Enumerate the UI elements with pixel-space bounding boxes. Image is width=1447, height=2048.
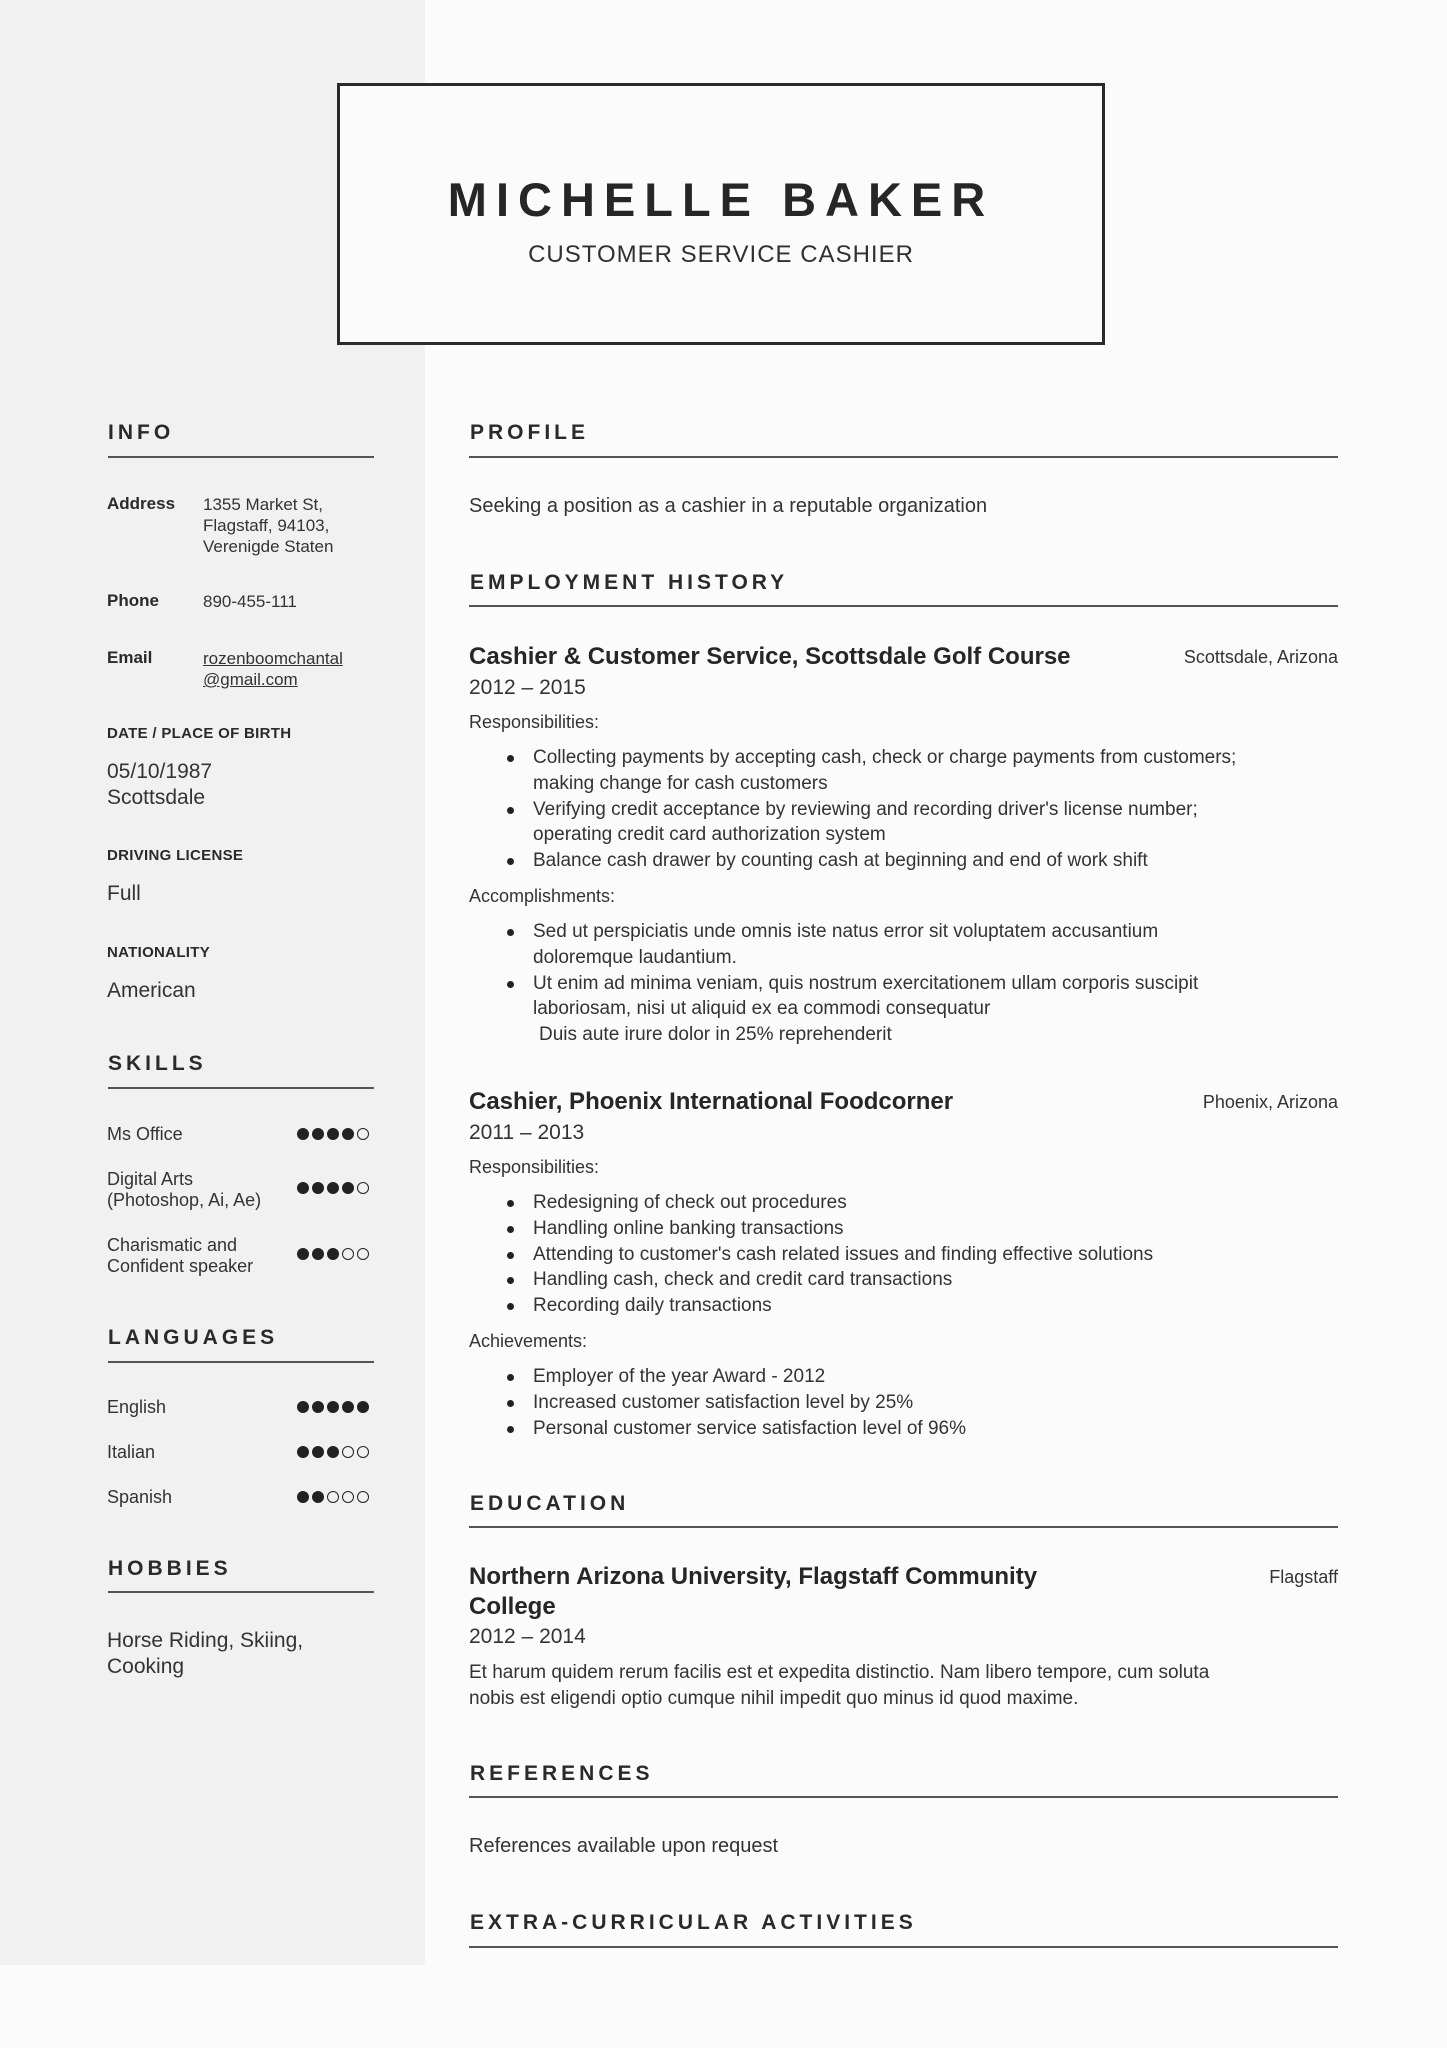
rating-dot-filled bbox=[327, 1401, 339, 1413]
rating-dot-empty bbox=[342, 1491, 354, 1503]
job-title-2: Cashier, Phoenix International Foodcorner bbox=[469, 1088, 954, 1115]
education-text: Et harum quidem rerum facilis est et expedita distinctio. Nam libero tempore, cum soluta nobis est eligendi optio cumque nihil impedit quo minus id quod maxime. bbox=[469, 1662, 1210, 1709]
license-value: Full bbox=[107, 882, 141, 905]
birth-label: DATE / PLACE OF BIRTH bbox=[107, 725, 292, 742]
responsibilities-label: Responsibilities: bbox=[469, 1157, 600, 1177]
responsibilities-list bbox=[469, 745, 1369, 874]
accomplishment-extra: Duis aute irure dolor in 25% reprehenderit bbox=[539, 1024, 892, 1045]
rating-dot-filled bbox=[327, 1248, 339, 1260]
skill-item: Charismatic and Confident speaker bbox=[107, 1235, 254, 1276]
rating-dot-filled bbox=[342, 1182, 354, 1194]
nationality-value: American bbox=[107, 979, 196, 1002]
rating-dot-filled bbox=[327, 1182, 339, 1194]
skill-rating bbox=[297, 1248, 369, 1260]
list-item: Verifying credit acceptance by reviewing and recording driver's license number; operating credit card authorization system bbox=[469, 797, 1369, 849]
list-item: Ut enim ad minima veniam, quis nostrum exercitationem ullam corporis suscipit laboriosam, nisi ut aliquid ex ea commodi consequatur bbox=[469, 971, 1369, 1023]
profile-divider bbox=[469, 456, 1338, 458]
language-rating bbox=[297, 1446, 369, 1458]
rating-dot-filled bbox=[297, 1128, 309, 1140]
phone-value: 890-455-111 bbox=[203, 592, 297, 611]
address-value: 1355 Market St, Flagstaff, 94103, Verenigde Staten bbox=[203, 495, 334, 556]
rating-dot-filled bbox=[357, 1401, 369, 1413]
address-label: Address bbox=[107, 494, 176, 513]
list-item: Sed ut perspiciatis unde omnis iste natus error sit voluptatem accusantium doloremque laudantium. bbox=[469, 919, 1369, 971]
list-item: Handling online banking transactions bbox=[469, 1216, 1369, 1242]
responsibilities-list bbox=[469, 1190, 1369, 1319]
info-heading: INFO bbox=[108, 421, 175, 444]
rating-dot-empty bbox=[357, 1491, 369, 1503]
language-rating bbox=[297, 1491, 369, 1503]
list-item: Attending to customer's cash related issues and finding effective solutions bbox=[469, 1242, 1369, 1268]
hobbies-divider bbox=[108, 1591, 374, 1593]
profile-text: Seeking a position as a cashier in a reputable organization bbox=[469, 495, 988, 517]
candidate-name: MICHELLE BAKER bbox=[447, 173, 995, 226]
nationality-label: NATIONALITY bbox=[107, 944, 211, 961]
accomplishments-label: Accomplishments: bbox=[469, 886, 616, 906]
school-location: Flagstaff bbox=[1269, 1567, 1338, 1587]
rating-dot-empty bbox=[342, 1248, 354, 1260]
rating-dot-filled bbox=[297, 1248, 309, 1260]
education-divider bbox=[469, 1526, 1338, 1528]
rating-dot-filled bbox=[312, 1248, 324, 1260]
rating-dot-empty bbox=[357, 1128, 369, 1140]
references-heading: REFERENCES bbox=[470, 1762, 654, 1785]
languages-heading: LANGUAGES bbox=[108, 1326, 279, 1349]
achievements-list bbox=[469, 1364, 1369, 1441]
rating-dot-empty bbox=[342, 1446, 354, 1458]
skill-item: Ms Office bbox=[107, 1124, 183, 1144]
skill-item: Digital Arts (Photoshop, Ai, Ae) bbox=[107, 1169, 262, 1210]
list-item: Collecting payments by accepting cash, check or charge payments from customers; making change for cash customers bbox=[469, 745, 1369, 797]
rating-dot-filled bbox=[312, 1446, 324, 1458]
list-item: Handling cash, check and credit card transactions bbox=[469, 1267, 1369, 1293]
phone-label: Phone bbox=[107, 591, 159, 610]
email-label: Email bbox=[107, 648, 153, 667]
skill-rating bbox=[297, 1128, 369, 1140]
job-dates-2: 2011 – 2013 bbox=[469, 1121, 585, 1144]
education-heading: EDUCATION bbox=[470, 1492, 630, 1515]
info-divider bbox=[108, 456, 374, 458]
list-item: Redesigning of check out procedures bbox=[469, 1190, 1369, 1216]
rating-dot-empty bbox=[327, 1491, 339, 1503]
license-label: DRIVING LICENSE bbox=[107, 847, 244, 864]
skills-divider bbox=[108, 1087, 374, 1089]
references-text: References available upon request bbox=[469, 1835, 779, 1857]
achievements-label: Achievements: bbox=[469, 1331, 588, 1351]
list-item: Balance cash drawer by counting cash at beginning and end of work shift bbox=[469, 848, 1369, 874]
job-title: CUSTOMER SERVICE CASHIER bbox=[528, 241, 914, 268]
language-item: English bbox=[107, 1397, 167, 1417]
rating-dot-filled bbox=[312, 1182, 324, 1194]
rating-dot-filled bbox=[342, 1128, 354, 1140]
extra-divider bbox=[469, 1946, 1338, 1948]
job-location-2: Phoenix, Arizona bbox=[1202, 1092, 1338, 1112]
skill-rating bbox=[297, 1182, 369, 1194]
list-item: Recording daily transactions bbox=[469, 1293, 1369, 1319]
birth-value: 05/10/1987 Scottsdale bbox=[107, 760, 213, 809]
rating-dot-filled bbox=[312, 1128, 324, 1140]
language-item: Spanish bbox=[107, 1487, 173, 1507]
rating-dot-filled bbox=[297, 1401, 309, 1413]
rating-dot-empty bbox=[357, 1248, 369, 1260]
responsibilities-label: Responsibilities: bbox=[469, 712, 600, 732]
hobbies-value: Horse Riding, Skiing, Cooking bbox=[107, 1629, 304, 1678]
rating-dot-filled bbox=[297, 1491, 309, 1503]
references-divider bbox=[469, 1796, 1338, 1798]
rating-dot-filled bbox=[312, 1491, 324, 1503]
accomplishments-list bbox=[469, 919, 1369, 1022]
school-dates: 2012 – 2014 bbox=[469, 1625, 586, 1648]
extra-heading: EXTRA-CURRICULAR ACTIVITIES bbox=[470, 1911, 917, 1934]
hobbies-heading: HOBBIES bbox=[108, 1557, 232, 1580]
language-item: Italian bbox=[107, 1442, 156, 1462]
header-box bbox=[337, 83, 1105, 345]
email-link[interactable]: rozenboomchantal @gmail.com bbox=[203, 649, 343, 689]
list-item: Employer of the year Award - 2012 bbox=[469, 1364, 1369, 1390]
rating-dot-filled bbox=[327, 1446, 339, 1458]
job-dates-1: 2012 – 2015 bbox=[469, 676, 586, 699]
employment-heading: EMPLOYMENT HISTORY bbox=[470, 571, 789, 594]
languages-divider bbox=[108, 1361, 374, 1363]
rating-dot-empty bbox=[357, 1446, 369, 1458]
language-rating bbox=[297, 1401, 369, 1413]
job-title-1: Cashier & Customer Service, Scottsdale Golf Course bbox=[469, 643, 1071, 670]
job-location-1: Scottsdale, Arizona bbox=[1183, 647, 1338, 667]
rating-dot-filled bbox=[297, 1446, 309, 1458]
list-item: Personal customer service satisfaction level of 96% bbox=[469, 1416, 1369, 1442]
rating-dot-empty bbox=[357, 1182, 369, 1194]
rating-dot-filled bbox=[297, 1182, 309, 1194]
employment-divider bbox=[469, 605, 1338, 607]
list-item: Increased customer satisfaction level by 25% bbox=[469, 1390, 1369, 1416]
rating-dot-filled bbox=[327, 1128, 339, 1140]
school-name: Northern Arizona University, Flagstaff Community College bbox=[469, 1563, 1038, 1620]
skills-heading: SKILLS bbox=[108, 1052, 207, 1075]
profile-heading: PROFILE bbox=[470, 421, 590, 444]
rating-dot-filled bbox=[312, 1401, 324, 1413]
rating-dot-filled bbox=[342, 1401, 354, 1413]
